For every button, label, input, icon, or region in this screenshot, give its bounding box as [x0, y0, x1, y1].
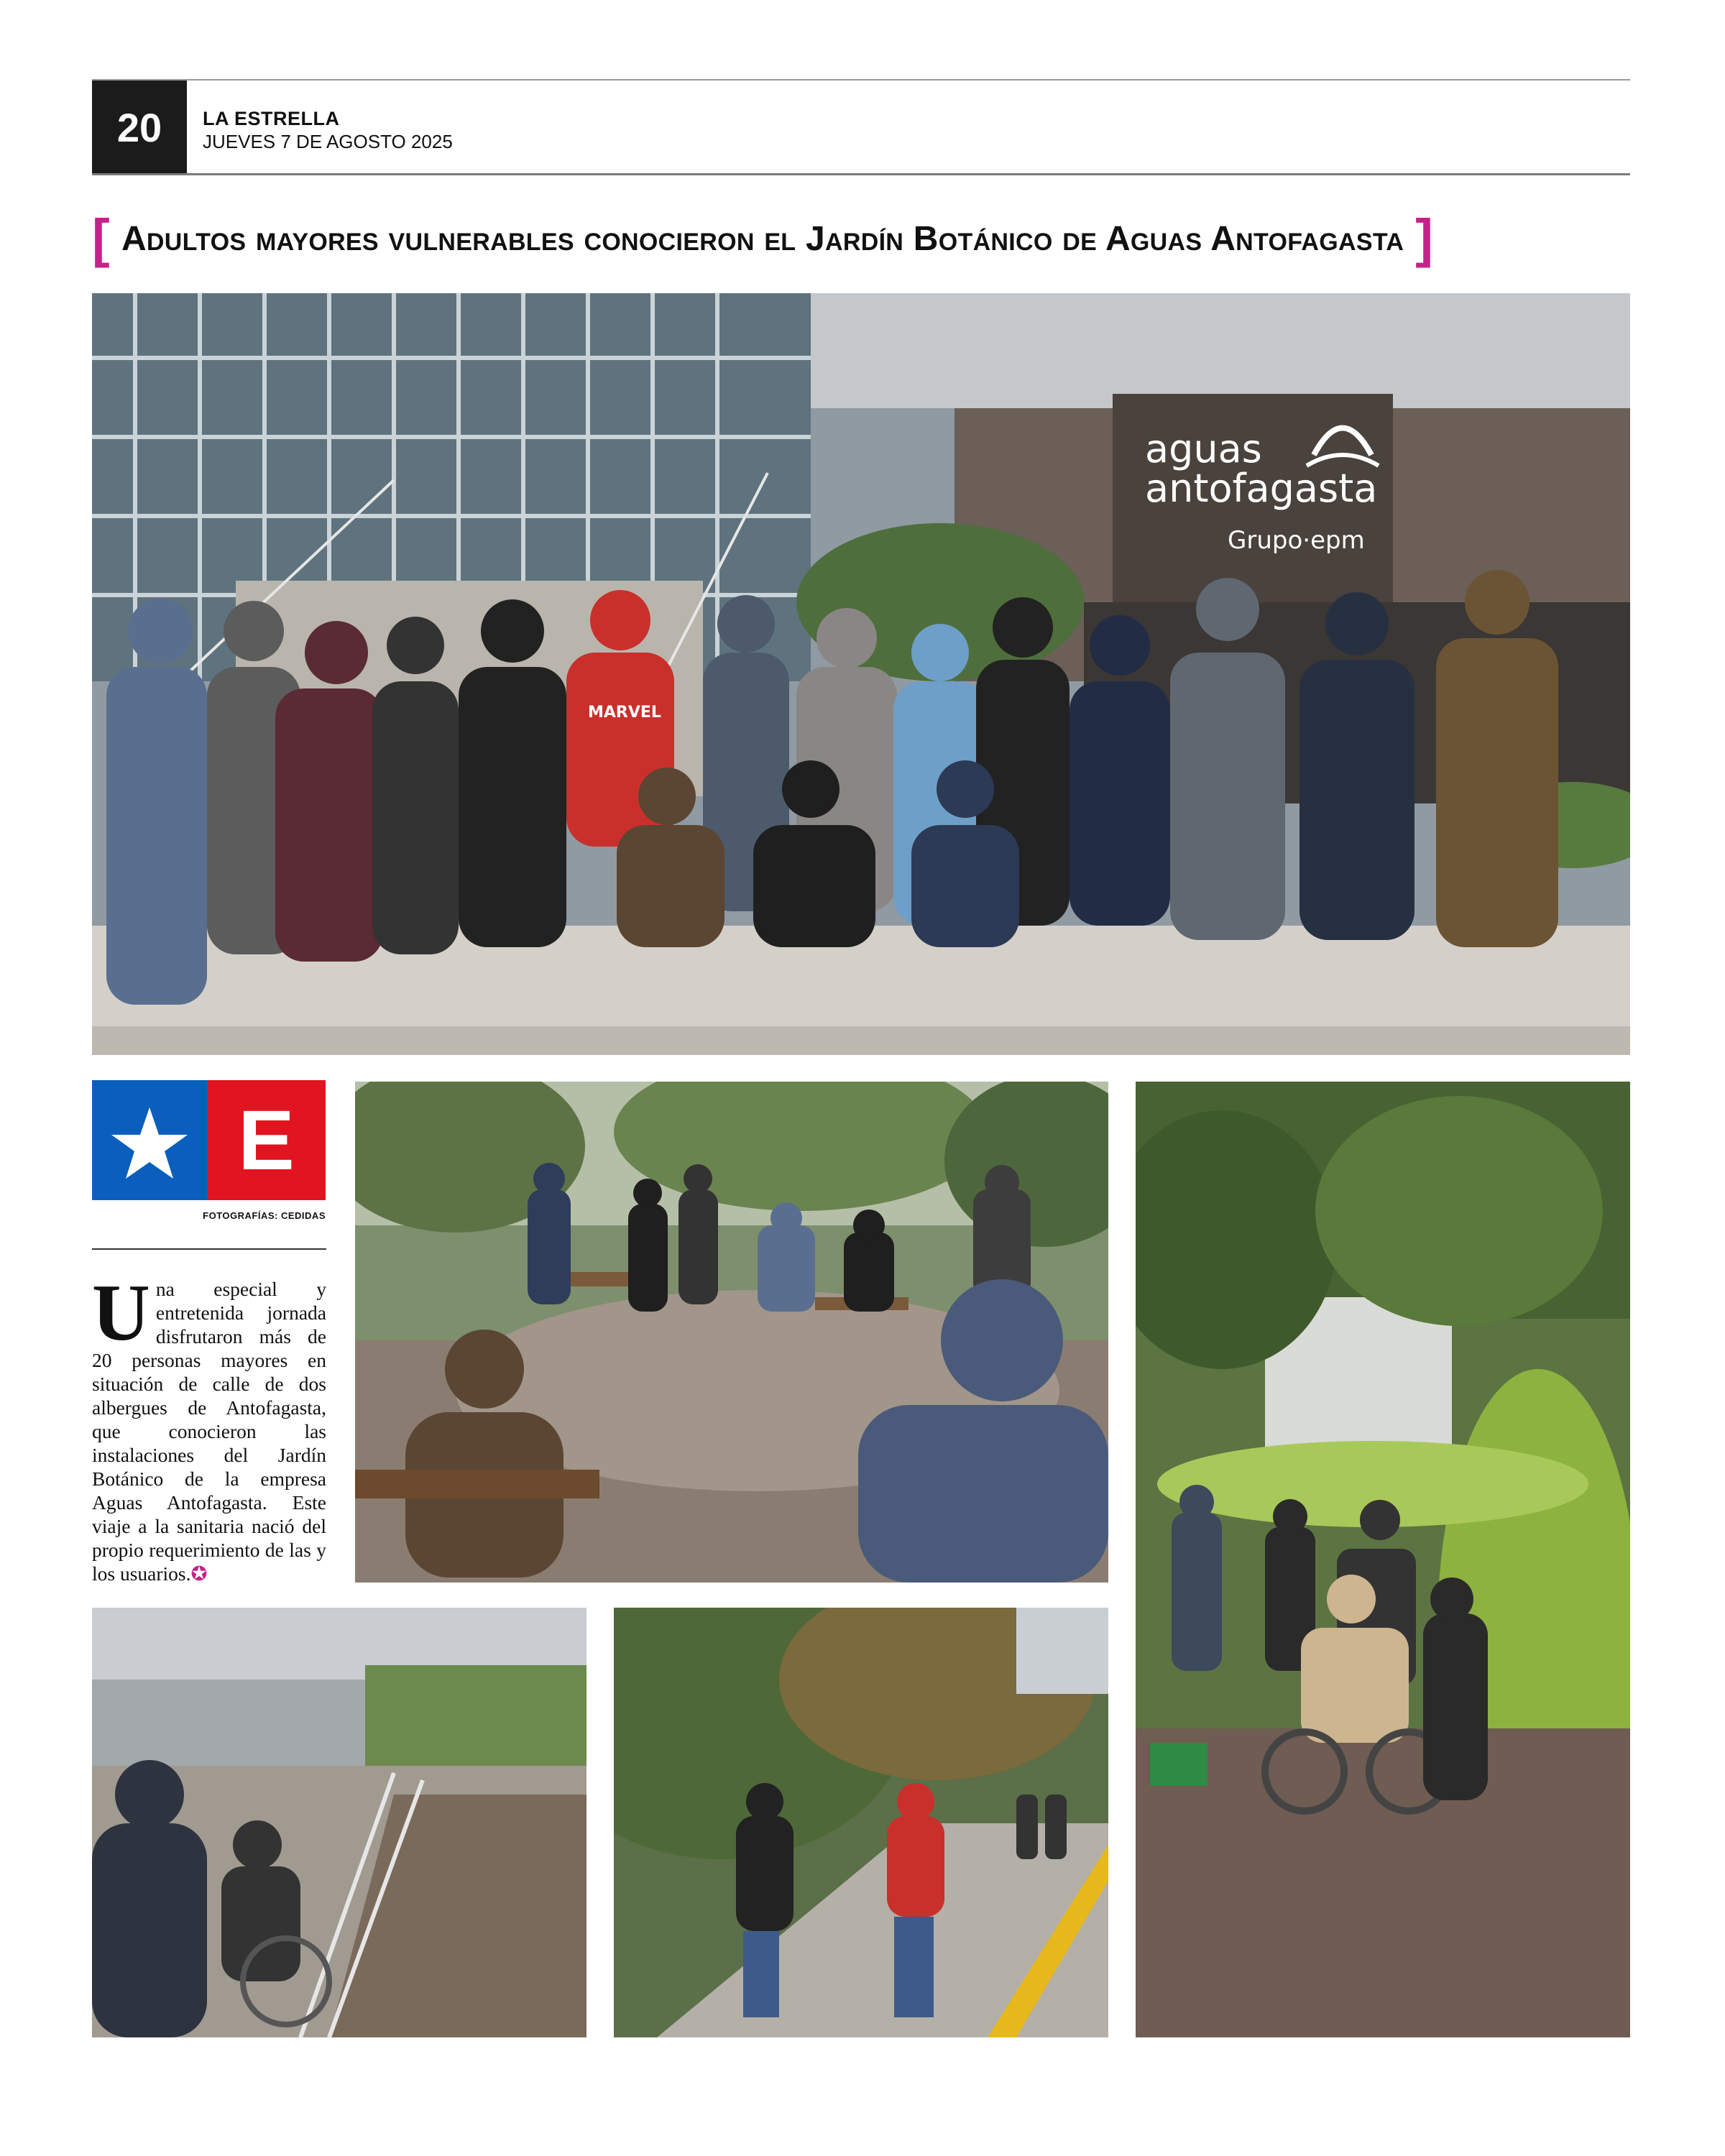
header-rule	[92, 173, 1630, 175]
garden-gathering-photo	[355, 1082, 1108, 1583]
headline-bracket-open: [	[92, 208, 110, 268]
issue-date: JUEVES 7 DE AGOSTO 2025	[203, 131, 453, 152]
article-text: na especial y entretenida jornada disfrutaron más de 20 personas mayores en situación de calle de dos albergues de Antofagasta, que conocieron las instalaciones del Jardín Botánico de la empresa Aguas Antofagasta. Este viaje a la sanitaria nació del propio requerimiento de las y los usuarios.	[92, 1278, 326, 1585]
headline	[92, 210, 1433, 267]
garden-path-walking-photo	[614, 1608, 1108, 2037]
end-mark-icon: ✪	[190, 1562, 208, 1585]
logo-letter-e: E	[207, 1080, 326, 1200]
tropical-garden-wheelchair-photo	[1136, 1082, 1630, 2037]
photo-credit: FOTOGRAFÍAS: CEDIDAS	[203, 1210, 326, 1221]
credit-rule	[92, 1248, 326, 1250]
walkway-wheelchair-photo	[92, 1608, 586, 2037]
newspaper-name: LA ESTRELLA	[203, 108, 340, 129]
article-body	[92, 1268, 326, 1585]
star-icon	[92, 1080, 207, 1200]
headline-text: Adultos mayores vulnerables conocieron el Jardín Botánico de Aguas Antofagasta	[121, 219, 1404, 258]
group-of-people	[106, 570, 1558, 1005]
drop-cap: U	[92, 1268, 150, 1358]
top-rule	[92, 79, 1630, 80]
main-group-photo	[92, 293, 1630, 1055]
headline-bracket-close: ]	[1415, 208, 1434, 268]
sign-antofagasta: antofagasta	[1145, 466, 1378, 511]
marvel-shirt-text: MARVEL	[588, 704, 661, 722]
page-number: 20	[92, 80, 187, 174]
sign-grupo-epm: Grupo·epm	[1228, 526, 1365, 555]
flag-logo-blue	[92, 1080, 207, 1200]
sign-aguas: aguas	[1145, 426, 1262, 471]
